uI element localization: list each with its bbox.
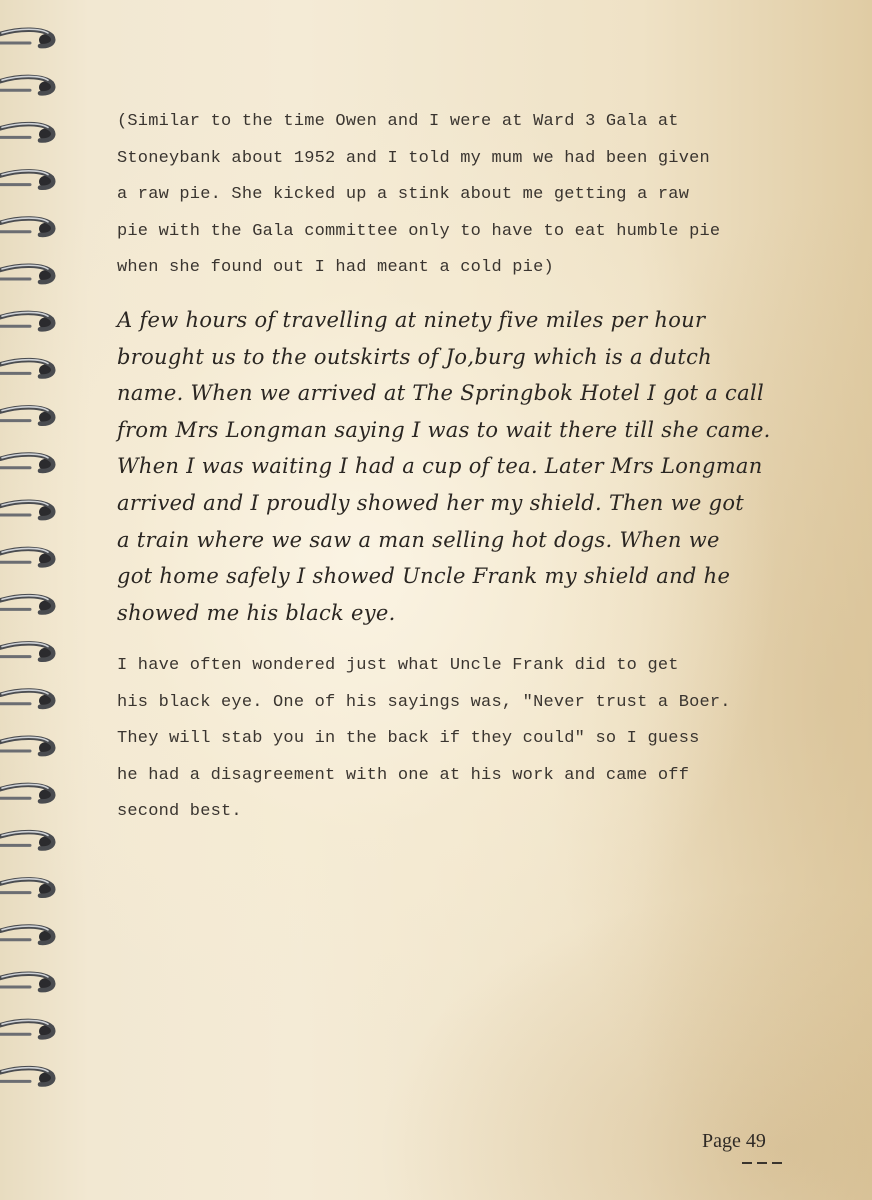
text-line: second best. xyxy=(117,802,242,821)
binding-ring xyxy=(0,832,53,849)
text-line: name. When we arrived at The Springbok Hotel I got a call xyxy=(117,381,764,406)
text-line: when she found out I had meant a cold pie) xyxy=(117,258,554,277)
page-number: Page 49 xyxy=(702,1130,766,1152)
text-line: he had a disagreement with one at his work and came off xyxy=(117,765,690,785)
spiral-binding xyxy=(0,0,70,1200)
text-line: pie with the Gala committee only to have to eat humble pie xyxy=(117,221,721,241)
binding-ring xyxy=(0,690,53,707)
text-line: brought us to the outskirts of Jo,burg which is a dutch xyxy=(117,344,712,369)
text-line: arrived and I proudly showed her my shield. Then we got xyxy=(117,490,745,515)
text-line: I have often wondered just what Uncle Frank did to get xyxy=(117,656,679,675)
binding-ring xyxy=(0,548,53,565)
binding-ring xyxy=(0,454,53,471)
text-line: a raw pie. She kicked up a stink about me getting a raw xyxy=(117,185,690,204)
binding-ring xyxy=(0,879,53,896)
binding-ring xyxy=(0,29,53,46)
text-line: his black eye. One of his sayings was, "Never trust a Boer. xyxy=(117,692,731,712)
binding-ring xyxy=(0,312,53,329)
binding-ring xyxy=(0,407,53,424)
binding-ring xyxy=(0,76,53,93)
binding-ring xyxy=(0,737,53,754)
binding-ring xyxy=(0,926,53,943)
text-line: showed me his black eye. xyxy=(117,600,396,625)
binding-ring xyxy=(0,360,53,377)
text-line: Stoneybank about 1952 and I told my mum we had been given xyxy=(117,148,710,168)
paragraph-typed-1 xyxy=(117,104,817,287)
text-line: (Similar to the time Owen and I were at Ward 3 Gala at xyxy=(117,112,679,131)
binding-ring xyxy=(0,973,53,990)
text-line: They will stab you in the back if they could" so I guess xyxy=(117,729,700,748)
binding-ring xyxy=(0,643,53,660)
binding-ring xyxy=(0,1020,53,1037)
binding-ring xyxy=(0,171,53,188)
binding-ring xyxy=(0,1068,53,1085)
binding-ring xyxy=(0,265,53,282)
binding-ring xyxy=(0,124,53,141)
text-line: got home safely I showed Uncle Frank my shield and he xyxy=(117,564,731,589)
text-line: a train where we saw a man selling hot dogs. When we xyxy=(117,527,720,552)
spiral-rings xyxy=(0,0,70,1200)
text-line: from Mrs Longman saying I was to wait there till she came. xyxy=(117,417,771,442)
page-number-dashes xyxy=(742,1162,784,1164)
binding-ring xyxy=(0,784,53,801)
paragraph-typed-2 xyxy=(117,648,817,831)
binding-ring xyxy=(0,218,53,235)
paragraph-handwritten xyxy=(117,302,817,631)
binding-ring xyxy=(0,596,53,613)
binding-ring xyxy=(0,501,53,518)
text-line: A few hours of travelling at ninety five miles per hour xyxy=(117,308,706,332)
text-line: When I was waiting I had a cup of tea. Later Mrs Longman xyxy=(117,454,763,479)
